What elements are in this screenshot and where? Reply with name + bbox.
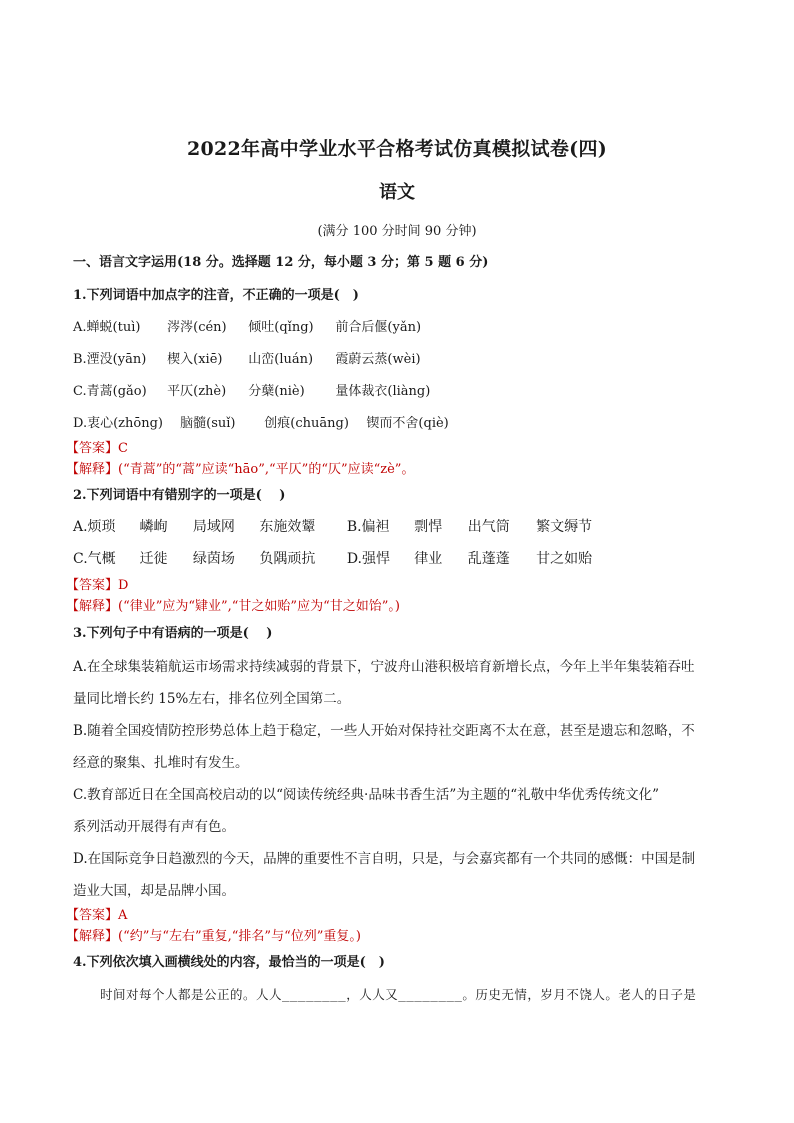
q2-r2-1: C.气概 xyxy=(73,551,116,567)
q1-d-3: 创痕(chuāng) xyxy=(264,416,349,431)
question-4-stem: 4.下列依次填入画横线处的内容，最恰当的一项是( ) xyxy=(73,955,385,970)
q3-line-1: A.在全球集装箱航运市场需求持续减弱的背景下，宁波舟山港积极培育新增长点，今年上半年集装箱吞吐 xyxy=(73,659,695,675)
q1-b-3: 山峦(luán) xyxy=(248,352,314,367)
q2-r1-4: 东施效颦 xyxy=(259,519,316,535)
q3-line-5: C.教育部近日在全国高校启动的以“阅读传统经典·品味书香生活”为主题的“礼敬中华优秀传统文化” xyxy=(73,787,660,803)
q2-r2-5: D.强悍 xyxy=(346,551,390,567)
q2-answer: 【答案】D xyxy=(66,578,129,593)
q3-line-6: 系列活动开展得有声有色。 xyxy=(73,819,235,835)
question-2-stem: 2.下列词语中有错别字的一项是( ) xyxy=(73,488,286,503)
q1-explanation: 【解释】(“青蒿”的“蒿”应读“hāo”,“平仄”的“仄”应读“zè”。 xyxy=(66,462,415,477)
q4-passage: 时间对每个人都是公正的。人人________，人人又________。历史无情，岁月不饶人。老人的日子是 xyxy=(100,987,697,1002)
section-heading: 一、语言文字运用(18 分。选择题 12 分，每小题 3 分；第 5 题 6 分) xyxy=(73,255,489,270)
q2-r2-3: 绿茵场 xyxy=(192,551,235,567)
q1-d-2: 脑髓(suǐ) xyxy=(180,416,236,431)
q1-d-1: D.衷心(zhōng) xyxy=(73,416,163,431)
q2-r2-4: 负隅顽抗 xyxy=(259,551,316,567)
subject-title: 语文 xyxy=(379,182,415,203)
q3-line-7: D.在国际竞争日趋激烈的今天，品牌的重要性不言自明，只是，与会嘉宾都有一个共同的感慨：中国是制 xyxy=(73,851,696,867)
q1-c-2: 平仄(zhè) xyxy=(167,384,227,399)
q2-r1-8: 繁文缛节 xyxy=(536,519,593,535)
question-1-stem: 1.下列词语中加点字的注音，不正确的一项是( ) xyxy=(73,288,359,303)
q2-r2-7: 乱蓬蓬 xyxy=(467,551,510,567)
q1-option-c xyxy=(73,380,430,399)
q2-r1-6: 剽悍 xyxy=(414,519,443,535)
q2-r2-2: 迁徙 xyxy=(139,551,168,567)
q1-d-4: 锲而不舍(qiè) xyxy=(366,416,449,431)
q2-explanation: 【解释】(“律业”应为“肄业”,“甘之如贻”应为“甘之如饴”。) xyxy=(66,599,400,614)
q1-answer: 【答案】C xyxy=(66,441,128,456)
q1-b-4: 霞蔚云蒸(wèi) xyxy=(335,352,421,367)
q3-answer: 【答案】A xyxy=(66,908,128,923)
q1-option-a xyxy=(73,316,421,335)
q1-c-1: C.青蒿(gǎo) xyxy=(73,384,147,399)
q1-a-3: 倾吐(qǐng) xyxy=(248,320,314,335)
exam-title: 2022年高中学业水平合格考试仿真模拟试卷(四) xyxy=(186,138,608,160)
q1-c-4: 量体裁衣(liàng) xyxy=(335,384,431,399)
q2-r2-8: 甘之如贻 xyxy=(536,551,593,567)
q2-r1-5: B.偏袒 xyxy=(346,519,390,535)
q3-line-3: B.随着全国疫情防控形势总体上趋于稳定，一些人开始对保持社交距离不太在意，甚至是遗忘和忽略，不 xyxy=(73,723,695,739)
exam-note: (满分 100 分时间 90 分钟) xyxy=(317,224,477,239)
q2-r1-2: 嶙峋 xyxy=(139,519,168,535)
q2-r1-3: 局域网 xyxy=(192,519,235,535)
q1-a-4: 前合后偃(yǎn) xyxy=(335,320,422,335)
q1-c-3: 分蘖(niè) xyxy=(248,384,305,399)
q1-a-1: A.蝉蜕(tuì) xyxy=(73,320,141,335)
q2-r2-6: 律业 xyxy=(414,551,443,567)
q1-b-1: B.湮没(yān) xyxy=(73,352,147,367)
q3-line-2: 量同比增长约 15%左右，排名位列全国第二。 xyxy=(73,691,351,707)
q1-a-2: 涔涔(cén) xyxy=(167,320,227,335)
q1-option-b xyxy=(73,348,421,367)
q2-r1-7: 出气筒 xyxy=(467,519,510,535)
q1-b-2: 楔入(xiē) xyxy=(167,352,223,367)
q1-option-d xyxy=(73,412,449,431)
q3-line-4: 经意的聚集、扎堆时有发生。 xyxy=(73,755,249,771)
question-3-stem: 3.下列句子中有语病的一项是( ) xyxy=(73,626,273,641)
q2-row-1 xyxy=(73,516,592,536)
q2-row-2 xyxy=(73,548,592,568)
q2-r1-1: A.烦琐 xyxy=(73,519,116,535)
q3-explanation: 【解释】(“约”与“左右”重复,“排名”与“位列”重复。) xyxy=(66,929,361,944)
q3-line-8: 造业大国，却是品牌小国。 xyxy=(73,883,235,899)
